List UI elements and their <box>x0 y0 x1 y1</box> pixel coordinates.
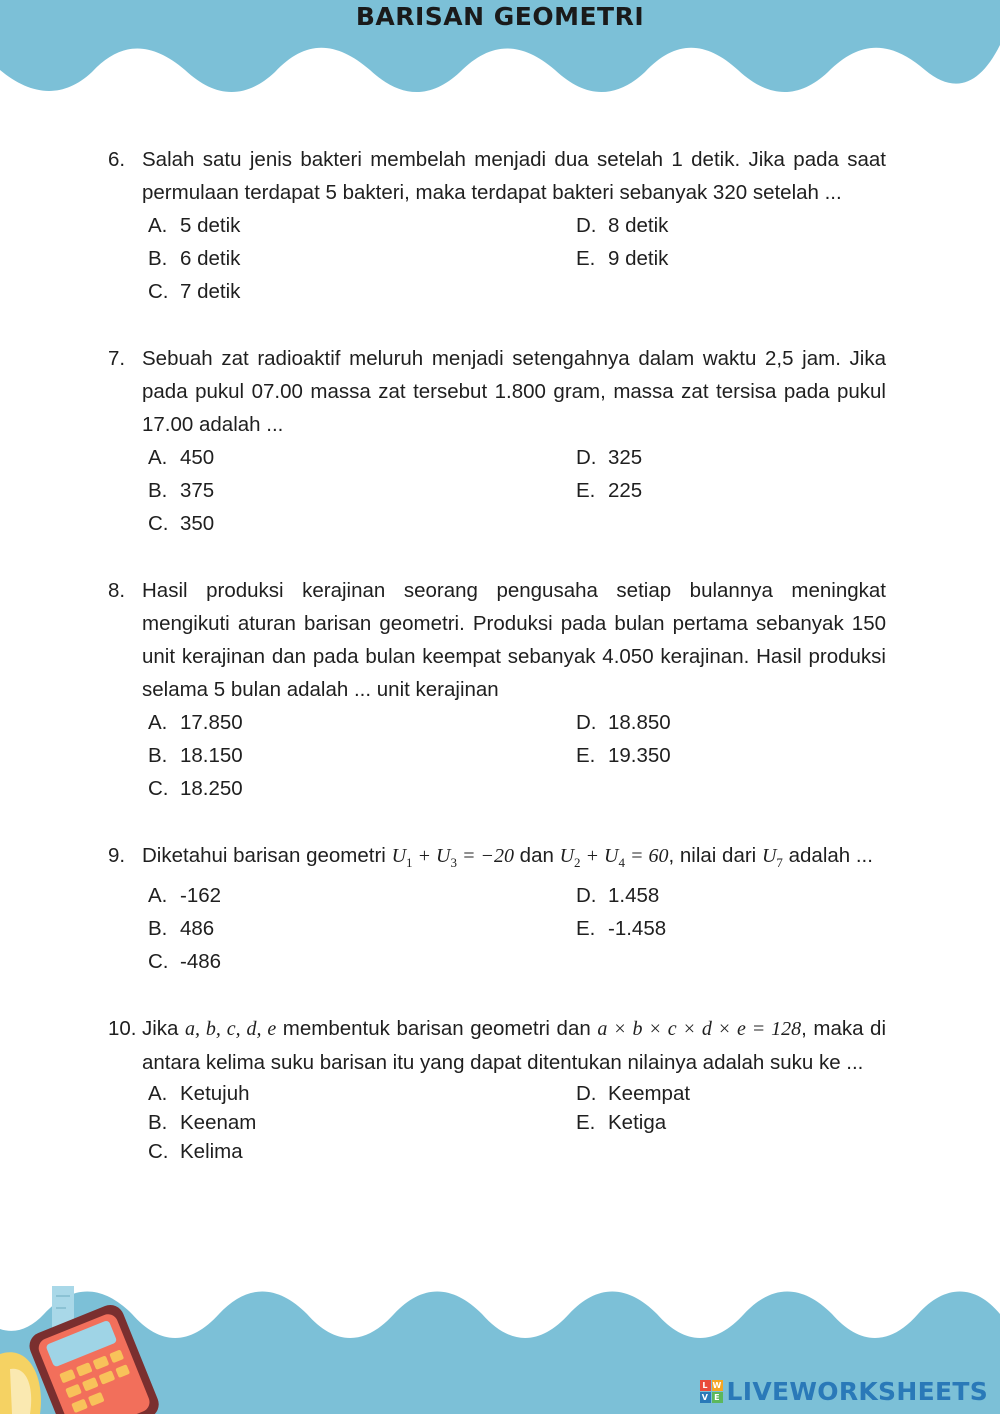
option-list <box>148 706 886 805</box>
option-c[interactable] <box>148 1137 576 1166</box>
option-letter: D. <box>576 213 597 237</box>
question-list <box>108 143 886 1200</box>
option-letter: C. <box>148 776 169 800</box>
option-b[interactable] <box>148 739 576 772</box>
option-c[interactable] <box>148 275 576 308</box>
option-letter: A. <box>148 213 168 237</box>
option-text: 18.250 <box>180 776 243 800</box>
option-letter: B. <box>148 916 168 940</box>
question-text: Salah satu jenis bakteri membelah menjadi dua setelah 1 detik. Jika pada saat permulaan terdapat 5 bakteri, maka terdapat bakteri sebanyak 320 setelah ... <box>142 148 886 204</box>
option-letter: A. <box>148 1081 168 1105</box>
option-text: 325 <box>608 445 643 469</box>
option-text: Ketujuh <box>180 1081 250 1105</box>
calculator-body <box>25 1301 163 1414</box>
option-a[interactable] <box>148 441 576 474</box>
option-letter: E. <box>576 1110 596 1134</box>
option-text: 17.850 <box>180 710 243 734</box>
option-letter: E. <box>576 743 596 767</box>
option-text: 8 detik <box>608 213 669 237</box>
question-text: Jika a, b, c, d, e membentuk barisan geometri dan a × b × c × d × e = 128, maka di antara kelima suku barisan itu yang dapat ditentukan nilainya adalah suku ke ... <box>142 1017 887 1074</box>
product-equation: a × b × c × d × e = 128 <box>597 1018 802 1040</box>
option-text: 6 detik <box>180 246 241 270</box>
option-text: -162 <box>180 883 222 907</box>
option-letter: B. <box>148 1110 168 1134</box>
option-letter: C. <box>148 279 169 303</box>
option-d[interactable] <box>576 209 876 242</box>
question-9 <box>108 839 886 978</box>
equation-u1-u3: $U_1 + U_3 = -20$ <box>391 845 514 870</box>
option-letter: D. <box>576 1081 597 1105</box>
question-7 <box>108 342 886 540</box>
option-b[interactable] <box>148 1108 576 1137</box>
option-list <box>148 209 886 308</box>
option-b[interactable] <box>148 242 576 275</box>
option-letter: A. <box>148 883 168 907</box>
question-8 <box>108 574 886 805</box>
option-text: 19.350 <box>608 743 671 767</box>
option-text: 225 <box>608 478 643 502</box>
option-letter: E. <box>576 916 596 940</box>
option-text: 18.150 <box>180 743 243 767</box>
option-text: Kelima <box>180 1139 243 1163</box>
question-number: 6. <box>108 148 126 171</box>
option-c[interactable] <box>148 772 576 805</box>
option-e[interactable] <box>576 242 876 275</box>
option-e[interactable] <box>576 739 876 772</box>
option-letter: C. <box>148 511 169 535</box>
option-text: 450 <box>180 445 215 469</box>
question-number: 9. <box>108 844 126 867</box>
question-6 <box>108 143 886 308</box>
variables: a, b, c, d, e <box>185 1018 277 1040</box>
option-letter: A. <box>148 710 168 734</box>
option-b[interactable] <box>148 474 576 507</box>
option-letter: B. <box>148 478 168 502</box>
option-letter: D. <box>576 710 597 734</box>
option-text: Ketiga <box>608 1110 667 1134</box>
question-number: 8. <box>108 579 126 602</box>
question-number: 10. <box>108 1017 137 1040</box>
option-c[interactable] <box>148 507 576 540</box>
question-10 <box>108 1012 886 1166</box>
option-d[interactable] <box>576 706 876 739</box>
term-u7: $U_7$ <box>761 845 783 870</box>
option-text: 5 detik <box>180 213 241 237</box>
option-text: -1.458 <box>608 916 667 940</box>
option-text: 7 detik <box>180 279 241 303</box>
option-d[interactable] <box>576 879 876 912</box>
option-b[interactable] <box>148 912 576 945</box>
option-text: Keenam <box>180 1110 257 1134</box>
option-text: 486 <box>180 916 215 940</box>
question-number: 7. <box>108 347 126 370</box>
option-a[interactable] <box>148 209 576 242</box>
option-c[interactable] <box>148 945 576 978</box>
liveworksheets-logo-icon: L W V E <box>700 1380 723 1403</box>
option-letter: D. <box>576 883 597 907</box>
equation-u2-u4: $U_2 + U_4 = 60$ <box>559 845 669 870</box>
option-letter: C. <box>148 949 169 973</box>
option-d[interactable] <box>576 1079 876 1108</box>
page-title: BARISAN GEOMETRI <box>355 2 645 31</box>
option-letter: A. <box>148 445 168 469</box>
option-text: 375 <box>180 478 215 502</box>
option-text: 350 <box>180 511 215 535</box>
option-list <box>148 879 886 978</box>
option-letter: E. <box>576 246 596 270</box>
option-a[interactable] <box>148 1079 576 1108</box>
option-e[interactable] <box>576 912 876 945</box>
question-text: Hasil produksi kerajinan seorang pengusaha setiap bulannya meningkat mengikuti aturan barisan geometri. Produksi pada bulan pertama sebanyak 150 unit kerajinan dan pada bulan keempat sebanyak 4.050 kerajinan. Hasil produksi selama 5 bulan adalah ... unit kerajinan <box>142 579 886 701</box>
option-a[interactable] <box>148 706 576 739</box>
option-text: 9 detik <box>608 246 669 270</box>
option-letter: B. <box>148 246 168 270</box>
calculator-illustration <box>0 1284 170 1414</box>
option-text: Keempat <box>608 1081 691 1105</box>
option-text: 1.458 <box>608 883 660 907</box>
option-letter: E. <box>576 478 596 502</box>
option-d[interactable] <box>576 441 876 474</box>
brand-name: LIVEWORKSHEETS <box>726 1377 988 1406</box>
question-text: Diketahui barisan geometri $U_1 + U_3 = -20$ dan $U_2 + U_4 = 60$, nilai dari $U_7$ adalah ... <box>142 844 873 870</box>
option-letter: B. <box>148 743 168 767</box>
option-text: 18.850 <box>608 710 671 734</box>
option-list <box>148 441 886 540</box>
option-letter: D. <box>576 445 597 469</box>
option-letter: C. <box>148 1139 169 1163</box>
option-list <box>148 1079 886 1166</box>
question-text: Sebuah zat radioaktif meluruh menjadi setengahnya dalam waktu 2,5 jam. Jika pada pukul 07.00 massa zat tersebut 1.800 gram, massa zat tersisa pada pukul 17.00 adalah ... <box>142 347 886 436</box>
liveworksheets-brand <box>700 1377 988 1406</box>
option-e[interactable] <box>576 1108 876 1137</box>
option-text: -486 <box>180 949 222 973</box>
option-e[interactable] <box>576 474 876 507</box>
option-a[interactable] <box>148 879 576 912</box>
